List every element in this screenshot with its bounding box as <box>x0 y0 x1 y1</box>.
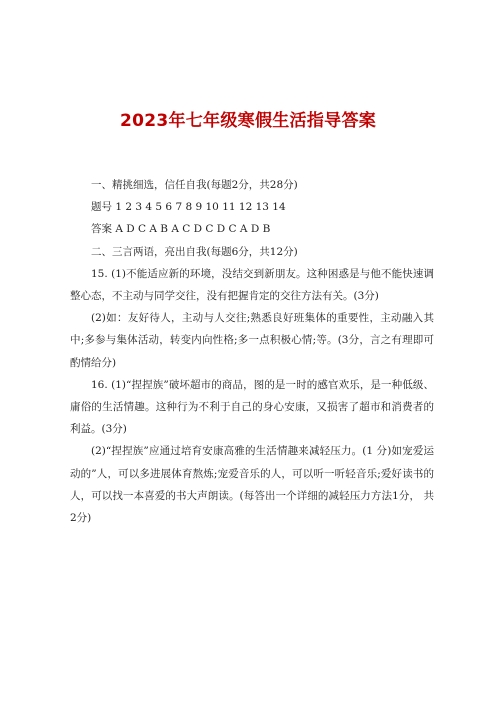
section-heading-1: 一、精挑细选，信任自我(每题2分，共28分) <box>91 179 298 191</box>
answer-16-part-2: (2)“捏捏族”应通过培育安康高雅的生活情趣来减轻压力。(1 分)如宠爱运动的”人，可以多进展体育熬炼;宠爱音乐的人，可以听一听轻音乐;爱好读书的人，可以找一本喜爱的书大声朗读。(每答出一个详细的减轻压力方法1分， 共2分) <box>70 445 434 525</box>
section-heading-2: 二、三言两语，亮出自我(每题6分，共12分) <box>91 245 298 258</box>
answer-key-letters: 答案 A D C A B A C D C D C A D B <box>91 223 271 236</box>
answer-15-part-1: 15. (1)不能适应新的环境，没结交到新朋友。这种困惑是与他不能快速调整心态，不主动与同学交往，没有把握肯定的交往方法有关。(3分) <box>70 267 434 303</box>
answer-key-numbers: 题号 1 2 3 4 5 6 7 8 9 10 11 12 13 14 <box>91 201 286 214</box>
document-body <box>70 174 434 529</box>
answer-16-part-1: 16. (1)“捏捏族”破坏超市的商品，图的是一时的感官欢乐，是一种低级、庸俗的生活情趣。这种行为不利于自己的身心安康，又损害了超市和消费者的利益。(3分) <box>70 378 434 436</box>
document-title: 2023年七年级寒假生活指导答案 <box>119 111 377 131</box>
answer-15-part-2: (2)如：友好待人，主动与人交往;熟悉良好班集体的重要性，主动融入其中;多参与集体活动，转变内向性格;多一点积极心情;等。(3分，言之有理即可酌情给分) <box>70 312 434 369</box>
